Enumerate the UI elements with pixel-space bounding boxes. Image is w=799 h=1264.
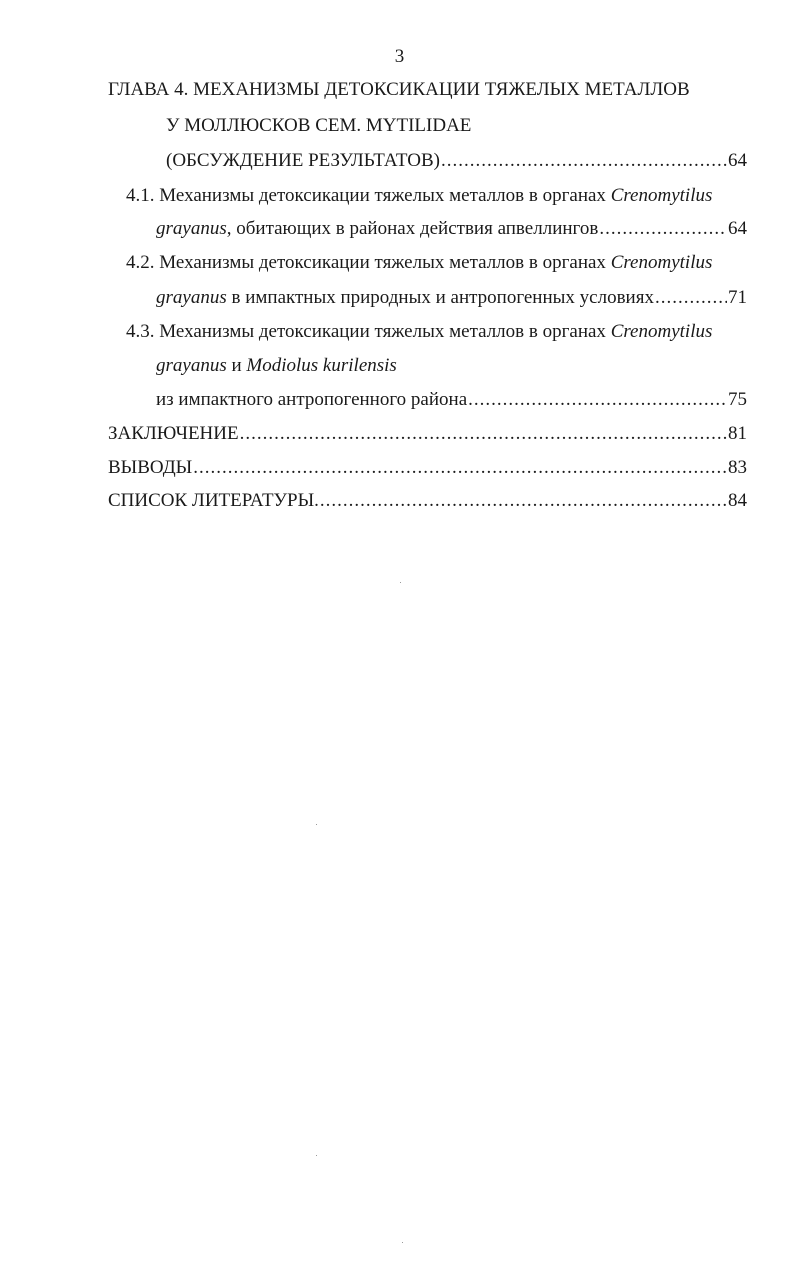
section-title-text: 4.2. Механизмы детоксикации тяжелых металлов в органах bbox=[126, 252, 611, 273]
page-ref: 81 bbox=[728, 423, 747, 444]
page-ref: 64 bbox=[728, 150, 747, 171]
conjunction: и bbox=[226, 355, 247, 376]
chapter-title-line-1: ГЛАВА 4. МЕХАНИЗМЫ ДЕТОКСИКАЦИИ ТЯЖЕЛЫХ МЕТАЛЛОВ bbox=[108, 79, 690, 100]
section-title-text: 4.1. Механизмы детоксикации тяжелых металлов в органах bbox=[126, 185, 611, 206]
section-title-line-2 bbox=[156, 286, 654, 310]
scan-speck bbox=[316, 1155, 317, 1156]
leader-dots bbox=[320, 489, 727, 513]
toc-entry-section-4-2[interactable] bbox=[156, 286, 747, 310]
page-ref: 84 bbox=[728, 490, 747, 511]
species-name: Crenomytilus bbox=[610, 185, 713, 206]
leader-dots bbox=[240, 422, 727, 446]
section-4-3-line-2 bbox=[156, 354, 397, 378]
toc-entry-conclusion[interactable] bbox=[108, 422, 747, 446]
species-name: grayanus bbox=[156, 218, 227, 239]
species-name: grayanus bbox=[156, 355, 227, 376]
page-number: 3 bbox=[394, 46, 405, 67]
section-title-line-3: из импактного антропогенного района bbox=[156, 389, 468, 410]
section-4-3-line-1 bbox=[126, 320, 712, 344]
section-title-line-2 bbox=[156, 217, 598, 241]
section-title-text: в импактных природных и антропогенных условиях bbox=[226, 287, 654, 308]
page-ref: 83 bbox=[728, 457, 747, 478]
entry-title: СПИСОК ЛИТЕРАТУРЫ. bbox=[108, 490, 319, 511]
species-name-2: Modiolus kurilensis bbox=[246, 355, 397, 376]
section-4-1-line-1 bbox=[126, 184, 712, 208]
scan-speck bbox=[400, 582, 401, 583]
entry-title: ВЫВОДЫ bbox=[108, 457, 193, 478]
section-title-text: , обитающих в районах действия апвеллингов bbox=[226, 218, 599, 239]
section-title-text: 4.3. Механизмы детоксикации тяжелых металлов в органах bbox=[126, 321, 611, 342]
scan-speck bbox=[316, 824, 317, 825]
leader-dots bbox=[655, 286, 727, 310]
toc-entry-section-4-3[interactable] bbox=[156, 388, 747, 412]
page-ref: 71 bbox=[728, 287, 747, 308]
toc-entry-section-4-1[interactable] bbox=[156, 217, 747, 241]
leader-dots bbox=[193, 456, 727, 480]
species-name: grayanus bbox=[156, 287, 227, 308]
toc-entry-findings[interactable] bbox=[108, 456, 747, 480]
leader-dots bbox=[441, 149, 727, 173]
species-name: Crenomytilus bbox=[610, 252, 713, 273]
scan-speck bbox=[402, 1242, 403, 1243]
leader-dots bbox=[468, 388, 727, 412]
toc-entry-chapter-4[interactable] bbox=[166, 149, 747, 173]
chapter-title-line-2: У МОЛЛЮСКОВ СЕМ. MYTILIDAE bbox=[166, 115, 472, 136]
section-4-2-line-1 bbox=[126, 251, 712, 275]
page-ref: 75 bbox=[728, 389, 747, 410]
entry-title: ЗАКЛЮЧЕНИЕ bbox=[108, 423, 239, 444]
leader-dots bbox=[599, 217, 727, 241]
toc-entry-references[interactable] bbox=[108, 489, 747, 513]
page-ref: 64 bbox=[728, 218, 747, 239]
species-name: Crenomytilus bbox=[610, 321, 713, 342]
chapter-title-line-3: (ОБСУЖДЕНИЕ РЕЗУЛЬТАТОВ) bbox=[166, 150, 441, 171]
